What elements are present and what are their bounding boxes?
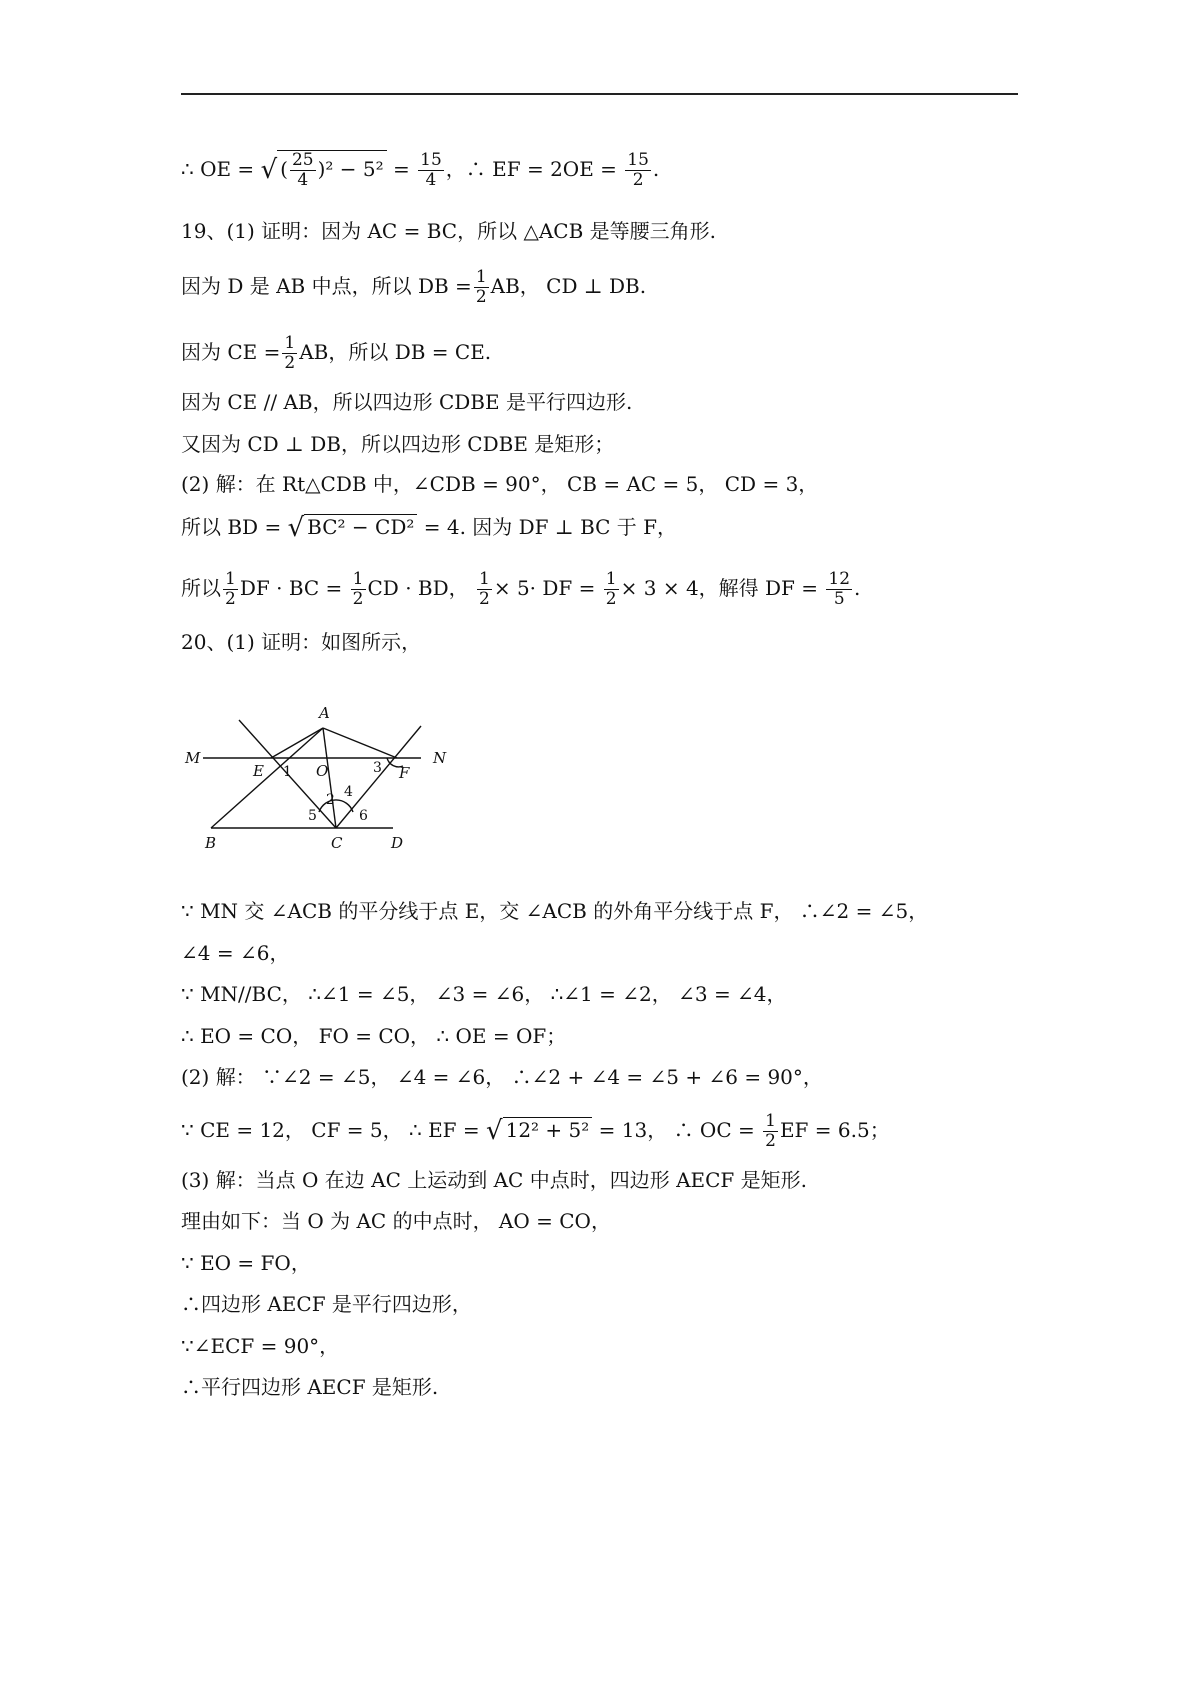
q20-given: ∵ MN 交 ∠ACB 的平分线于点 E，交 ∠ACB 的外角平分线于点 F， ∴∠2 = ∠5， <box>181 899 929 923</box>
angle-4: 4 <box>344 784 353 800</box>
q20-parallel: ∵ MN//BC， ∴∠1 = ∠5， ∠3 = ∠6， ∴∠1 = ∠2， ∠3 = ∠4， <box>181 982 787 1006</box>
angle-5: 5 <box>308 808 317 824</box>
q20-reason: 理由如下：当 O 为 AC 的中点时， AO = CO， <box>181 1209 611 1233</box>
q19-part2: (2) 解：在 Rt△CDB 中，∠CDB = 90°， CB = AC = 5， CD = 3， <box>181 472 819 496</box>
q19-rectangle: 又因为 CD ⊥ DB，所以四边形 CDBE 是矩形； <box>181 432 615 456</box>
label-o: O <box>316 762 329 780</box>
segment-ae <box>271 728 323 758</box>
segment-af <box>323 728 397 758</box>
label-c: C <box>331 834 343 850</box>
label-b: B <box>205 834 217 850</box>
angle-arc-c <box>319 800 353 812</box>
label-a: A <box>319 704 330 722</box>
angle-2: 2 <box>326 792 335 808</box>
q20-eo-fo: ∵ EO = FO， <box>181 1251 311 1275</box>
label-f: F <box>399 764 410 782</box>
q19-db-half-ab: 因为 D 是 AB 中点，所以 DB = $\frac{1}{2}$ AB， CD ⊥ DB. <box>181 267 647 307</box>
angle-1: 1 <box>283 764 292 780</box>
segment-ba <box>211 728 323 828</box>
label-e: E <box>253 762 264 780</box>
q20-part1: 20、(1) 证明：如图所示， <box>181 630 422 654</box>
q19-ce-half-ab: 因为 CE = $\frac{1}{2}$ AB，所以 DB = CE. <box>181 333 492 373</box>
q19-df: 所以 $\frac{1}{2}$ DF · BC = $\frac{1}{2}$ CD · BD， $\frac{1}{2}$ × 5· DF = $\frac{1}{2}$ × 3 × 4，解得 DF = $\frac{12}{5}$ . <box>181 569 861 609</box>
q20-oc: ∵ CE = 12， CF = 5， ∴ EF = √ 12² + 5² = 13， ∴ OC = $\frac{1}{2}$ EF = 6.5； <box>181 1111 890 1151</box>
q19-part1: 19、(1) 证明：因为 AC = BC，所以 △ACB 是等腰三角形. <box>181 219 716 243</box>
label-n: N <box>433 749 447 767</box>
line-oe-ef: ∴ OE = √ ( $\frac{25}{4}$ )² − 5² = $\frac{15}{4}$ ，∴ EF = 2OE = $\frac{15}{2}$ . <box>181 150 660 190</box>
header-rule <box>181 93 1018 95</box>
q19-bd: 所以 BD = √ BC² − CD² = 4. 因为 DF ⊥ BC 于 F， <box>181 513 678 543</box>
q20-angle4-6: ∠4 = ∠6， <box>181 941 290 965</box>
angle-6: 6 <box>359 808 368 824</box>
q19-parallelogram: 因为 CE // AB，所以四边形 CDBE 是平行四边形. <box>181 390 633 414</box>
label-d: D <box>391 834 404 850</box>
q20-right-angle: ∵∠ECF = 90°， <box>181 1334 340 1358</box>
q20-conclusion: ∴平行四边形 AECF 是矩形. <box>181 1375 439 1399</box>
q20-part3: (3) 解：当点 O 在边 AC 上运动到 AC 中点时，四边形 AECF 是矩形. <box>181 1168 808 1192</box>
q20-part2: (2) 解： ∵∠2 = ∠5， ∠4 = ∠6， ∴∠2 + ∠4 = ∠5 + ∠6 = 90°， <box>181 1065 823 1089</box>
label-m: M <box>185 749 201 767</box>
q20-oe-of: ∴ EO = CO， FO = CO， ∴ OE = OF； <box>181 1024 567 1048</box>
angle-3: 3 <box>373 760 382 776</box>
geometry-figure <box>181 700 461 850</box>
q20-parallelogram: ∴四边形 AECF 是平行四边形， <box>181 1292 472 1316</box>
